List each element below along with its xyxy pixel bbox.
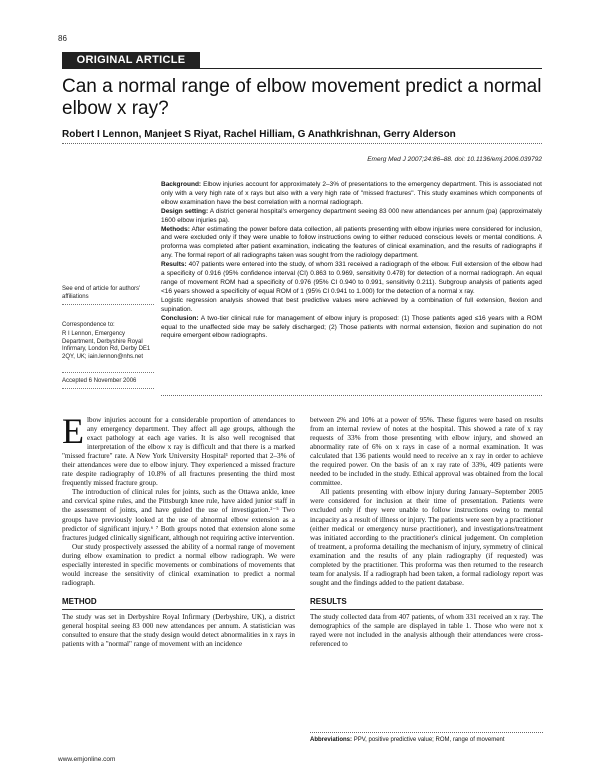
abstract-results-2: Logistic regression analysis showed that best predictive values were achieved by a combination of full extension, flexion and supination. [161,296,542,313]
heading-rule [310,609,543,610]
results-heading: RESULTS [310,596,347,606]
abstract-conclusion: Conclusion: A two-tier clinical rule for management of elbow injury is proposed: (1) Those patients aged ≤16 years with a ROM equal to the unaffected side may be safely discharged; (2) Those patients with normal extension, flexion and supination do not require emergent elbow radiographs. [161,314,542,340]
drop-cap: E [62,411,84,451]
author-divider [62,143,542,144]
footer-url[interactable]: www.emjonline.com [58,756,116,763]
method-paragraph: between 2% and 10% at a power of 95%. These figures were based on results from an internal review of notes at the hospital. This showed a rate of x ray requests of 33% from those presenting with elbow injury, and showed an abnormality rate of 6% on x rays in case of a normal examination. It was calculated that 136 patients would need to receive an x ray in order to achieve the required power. On the basis of an x ray rate of 33%, 409 patients were needed to be included in the study. Ethical approval was obtained from the local committee. [310,416,543,488]
correspondence-label: Correspondence to: [62,322,115,328]
method-paragraph: All patients presenting with elbow injury during January–September 2005 were considered for inclusion at their time of presentation. Patients were excluded only if they were unable to follow instructions owing to mental incapacity as a result of illness or injury. The patients were seen by a practitioner (either medical or emergency nurse practitioner), and investigations/treatment was initiated according to the practitioner's clinical judgement. On completion of treatment, a proforma detailing the mechanism of injury, symmetry of clinical examination and the results of any plain radiography (if requested) was completed by the practitioner. This proforma was then returned to the research team for analysis. If a radiograph had been taken, a formal radiology report was sought and the findings added to the patient database. [310,488,543,587]
abstract-design: Design setting: A district general hospital's emergency department seeing 83 000 new attendances per annum (pa) (approximately 1600 elbow injuries pa). [161,207,543,224]
intro-paragraph: Elbow injuries account for a considerable proportion of attendances to any emergency department. They affect all age groups, although the exact pathology at each age varies. It is also well recognised that interpretation of the elbow x ray is difficult and that there is a marked "missed fracture" rate. A New York University Hospital¹ reported that 2–3% of their attendances were due to elbow injury. They experienced a missed fracture rate despite radiography of 10.8% of all fractures presenting the third most frequently missed fracture group. [62,411,295,488]
sidebar-divider [62,388,154,389]
see-end-note: See end of article for authors' affiliations [62,286,141,300]
method-heading: METHOD [62,596,97,606]
article-title: Can a normal range of elbow movement predict a normal elbow x ray? [62,76,542,119]
author-list: Robert I Lennon, Manjeet S Riyat, Rachel Hilliam, G Anathkrishnan, Gerry Alderson [62,129,456,140]
intro-paragraph: Our study prospectively assessed the ability of a normal range of movement during elbow examination to predict a normal elbow radiograph. We were especially interested in specific movements or combinations of movements that would increase the sensitivity of clinical examination to predict a normal radiograph. [62,542,295,587]
body-column-left [62,411,295,649]
abstract-divider [161,395,542,396]
abbreviations-divider [310,732,543,733]
abstract [161,181,542,341]
article-type-badge: ORIGINAL ARTICLE [62,52,200,68]
correspondence-address: R I Lennon, Emergency Department, Derbyshire Royal Infirmary, London Rd, Derby DE1 2QY, UK; iain.lennon@nhs.net [62,331,151,360]
abstract-background: Background: Elbow injuries account for approximately 2–3% of presentations to the emergency department. This is associated not only with a very high rate of x rays but also with a very high rate of "missed fractures". This study examines which components of elbow examination have the best correlation with a normal radiograph. [161,181,542,206]
method-paragraph: The study was set in Derbyshire Royal Infirmary (Derbyshire, UK), a district general hospital seeing 83 000 new attendances per annum. A statistician was consulted to ensure that the study design would detect abnormalities in x rays in patients with a "normal" range of movement with an incidence [62,612,295,649]
abstract-methods: Methods: After estimating the power before data collection, all patients presenting with elbow injuries were considered for inclusion, and were excluded only if they were unable to follow instructions owing to either reduced conscious levels or mental conditions. A proforma was completed after patient examination, indicating the features of clinical examination, and the results of radiographs if any. The formal report of all radiographs taken was sought from the radiology department. [161,225,542,260]
heading-rule [62,609,295,610]
body-column-right [310,416,543,649]
intro-paragraph: The introduction of clinical rules for joints, such as the Ottawa ankle, knee and cervical spine rules, and the Pittsburgh knee rule, have aided junior staff in the assessment of joints, and have guided the use of investigation.²⁻⁵ Two groups have previously looked at the use of abnormal elbow extension as a predictor of significant injury.⁶ ⁷ Both groups noted that extension alone some fractures judged clinically significant, although not requiring active intervention. [62,488,295,542]
accepted-date: Accepted 6 November 2006 [62,378,137,384]
sidebar-divider [62,372,154,373]
citation: Emerg Med J 2007;24:86–88. doi: 10.1136/emj.2006.039792 [367,156,542,163]
abbreviations: Abbreviations: PPV, positive predictive value; ROM, range of movement [310,737,505,743]
header-rule [62,68,542,69]
abstract-results: Results: 407 patients were entered into the study, of whom 331 received a radiograph of the elbow. Full extension of the elbow had a specificity of 0.916 (95% confidence interval (CI) 0.863 to 0.969, sensitivity 0.478) for detection of a normal radiograph. An equal range of movement ROM had a specificity of 0.976 (95% CI 0.940 to 0.991, sensitivity 0.211). Subgroup analysis of patients aged <16 years showed a specificity of equal ROM of 1 (95% CI 0.941 to 1.000) for the detection of a normal x ray. [161,261,542,295]
sidebar-divider [62,304,154,305]
results-paragraph: The study collected data from 407 patients, of whom 331 received an x ray. The demographics of the sample are displayed in table 1. Those who were not x rayed were not included in the analysis although their attendances were cross-referenced to [310,612,543,649]
page-number: 86 [58,34,67,43]
